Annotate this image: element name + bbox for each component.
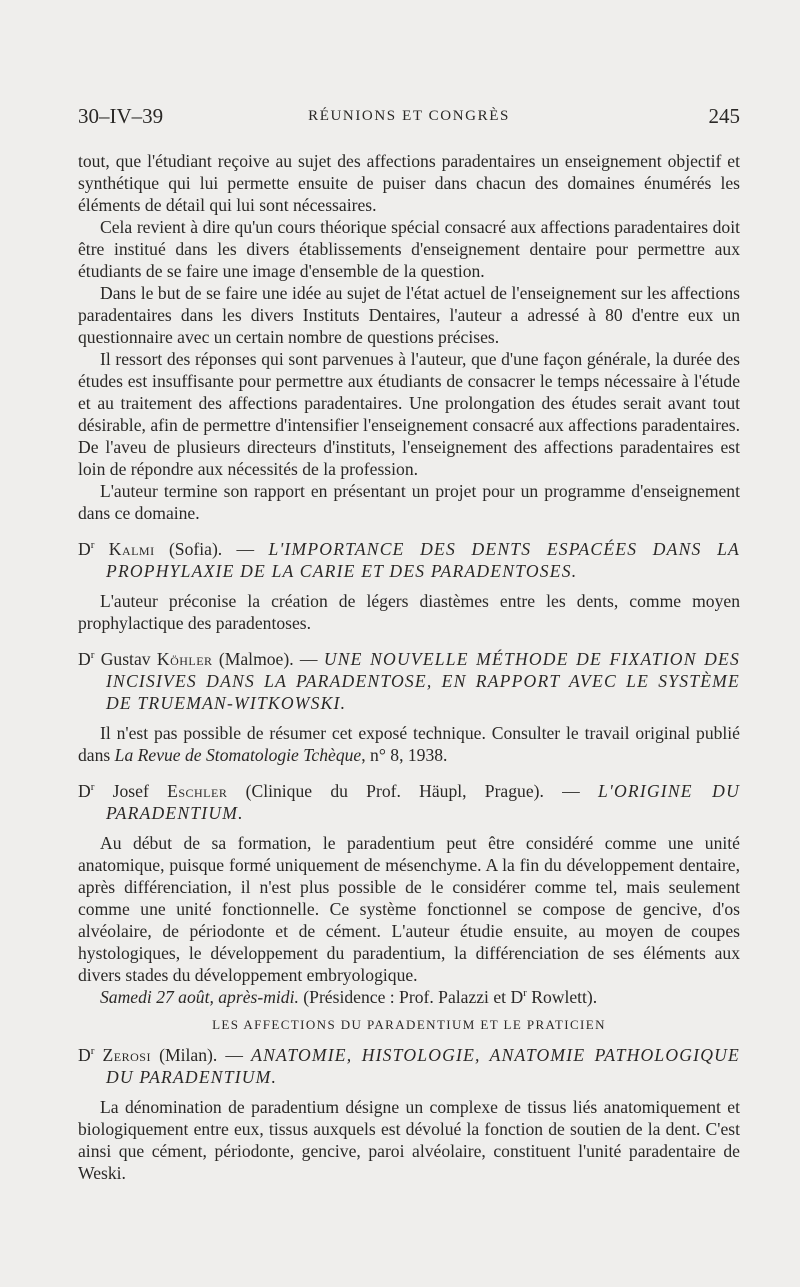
entry-eschler-heading: $D^r$ Josef Eschler (Clinique du Prof. Häupl, Prague). — L'ORIGINE DU PARADENTIUM. [78,781,740,823]
author-name: Eschler [167,781,228,801]
page-number: 245 [708,104,740,128]
entry-kalmi-summary: L'auteur préconise la création de légers diastèmes entre les dents, comme moyen prophylactique des paradentoses. [78,591,740,633]
paragraph: Il ressort des réponses qui sont parvenues à l'auteur, que d'une façon générale, la durée des études est insuffisante pour permettre aux étudiants de consacrer le temps nécessaire à l'étude et au traitement des affections paradentaires. Une prolongation des études serait avant tout désirable, afin de permettre d'intensifier l'enseignement consacré aux affections paradentaires. De l'aveu de plusieurs directeurs d'instituts, l'enseignement des affections paradentaires est loin de répondre aux nécessités de la profession. [78,349,740,479]
author-name: Zerosi [102,1045,151,1065]
session-line: Samedi 27 août, après-midi. (Présidence : Prof. Palazzi et $D^r$ Rowlett). [100,987,598,1007]
entry-eschler-summary: Au début de sa formation, le paradentium peut être considéré comme une unité anatomique, puisque formé uniquement de mésenchyme. A la fin du développement dentaire, après différenciation, il n'est plus possible de le considérer comme tel, mais seulement comme une unité fonctionnelle. Ce système fonctionnel se compose de gencive, d'os alvéolaire, de périodonte et de cément. L'auteur étudie ensuite, au moyen de coupes hystologiques, le développement du paradentium, la différenciation de ses éléments aux divers stades du développement embryologique. [78,833,740,985]
article-title: UNE NOUVELLE MÉTHODE DE FIXATION DES INCISIVES DANS LA PARADENTOSE, EN RAPPORT AVEC LE SYSTÈME DE TRUEMAN-WITKOWSKI. [106,649,740,713]
section-heading: LES AFFECTIONS DU PARADENTIUM ET LE PRATICIEN [212,1017,606,1032]
article-title: L'IMPORTANCE DES DENTS ESPACÉES DANS LA PROPHYLAXIE DE LA CARIE ET DES PARADENTOSES. [106,539,741,581]
author-name: Kalmi [108,539,155,559]
body-text [78,150,740,1184]
issue-date: 30–IV–39 [78,104,164,128]
entry-zerosi-summary: La dénomination de paradentium désigne un complexe de tissus liés anatomiquement et biologiquement entre eux, tissus auxquels est dévolué la fonction de soutien de la dent. C'est ainsi que cément, périodonte, gencive, paroi alvéolaire, constituent l'unité paradentaire de Weski. [78,1097,740,1183]
paragraph: tout, que l'étudiant reçoive au sujet des affections paradentaires un enseignement objectif et synthétique qui lui permette ensuite de puiser dans chacun des domaines énumérés les éléments de détail qui lui sont nécessaires. [78,151,740,215]
paragraph: L'auteur termine son rapport en présentant un projet pour un programme d'enseignement dans ce domaine. [78,481,740,523]
paragraph: Dans le but de se faire une idée au sujet de l'état actuel de l'enseignement sur les affections paradentaires dans les divers Instituts Dentaires, l'auteur a adressé à 80 d'entre eux un questionnaire avec un certain nombre de questions précises. [78,283,740,347]
article-title: L'ORIGINE DU PARADENTIUM. [106,781,740,823]
article-title: ANATOMIE, HISTOLOGIE, ANATOMIE PATHOLOGIQUE DU PARADENTIUM. [106,1045,740,1087]
entry-zerosi-heading: $D^r$ Zerosi (Milan). — ANATOMIE, HISTOLOGIE, ANATOMIE PATHOLOGIQUE DU PARADENTIUM. [78,1045,740,1087]
entry-kalmi-heading: $D^r$ Kalmi (Sofia). — L'IMPORTANCE DES DENTS ESPACÉES DANS LA PROPHYLAXIE DE LA CARIE ET DES PARADENTOSES. [78,539,741,581]
running-head [78,104,740,132]
author-name: Köhler [156,649,213,669]
journal-name: La Revue de Stomatologie Tchèque [114,745,362,765]
paragraph: Cela revient à dire qu'un cours théorique spécial consacré aux affections paradentaires doit être institué dans les divers établissements d'enseignement dentaire pour permettre aux étudiants de se faire une image d'ensemble de la question. [78,217,740,281]
session-date: Samedi 27 août, après-midi. [100,987,299,1007]
entry-kohler-summary: Il n'est pas possible de résumer cet exposé technique. Consulter le travail original publié dans La Revue de Stomatologie Tchèque, n° 8, 1938. [78,723,740,765]
section-title: RÉUNIONS ET CONGRÈS [308,108,510,124]
entry-kohler-heading: $D^r$ Gustav Köhler (Malmoe). — UNE NOUVELLE MÉTHODE DE FIXATION DES INCISIVES DANS LA PARADENTOSE, EN RAPPORT AVEC LE SYSTÈME DE TRUEMAN-WITKOWSKI. [78,649,740,713]
